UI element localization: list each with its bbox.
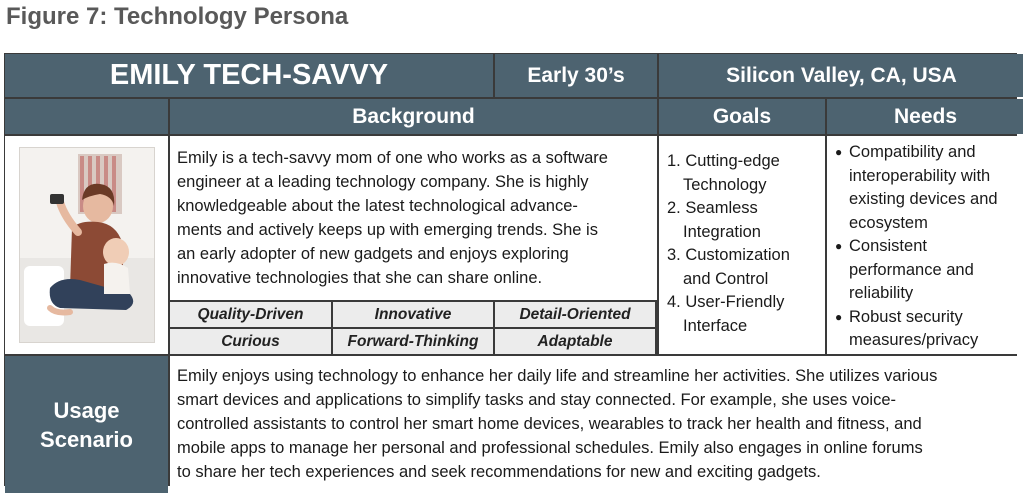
persona-age: Early 30’s	[495, 54, 657, 97]
goals-header: Goals	[659, 99, 825, 134]
trait-forward-thinking: Forward-Thinking	[333, 329, 493, 354]
traits-grid	[170, 300, 657, 354]
persona-photo-cell	[5, 136, 168, 354]
usage-header-line: Usage	[53, 397, 120, 423]
goal-item: 4. User-Friendly Interface	[667, 293, 785, 335]
goals-cell	[659, 136, 825, 354]
background-line: an early adopter of new gadgets and enjoys exploring	[177, 245, 569, 263]
persona-location: Silicon Valley, CA, USA	[659, 54, 1023, 97]
needs-cell	[827, 136, 1023, 354]
goal-item: 3. Customization and Control	[667, 246, 790, 288]
trait-detail-oriented: Detail-Oriented	[495, 302, 655, 327]
trait-curious: Curious	[170, 329, 331, 354]
background-line: Emily is a tech-savvy mom of one who works as a software	[177, 149, 608, 167]
usage-scenario-header	[5, 356, 168, 493]
goal-item: 1. Cutting-edge Technology	[667, 152, 780, 194]
usage-header-line: Scenario	[40, 426, 133, 452]
usage-line: mobile apps to manage her personal and professional schedules. Emily also engages in online forums	[177, 439, 923, 457]
goals-list	[667, 150, 819, 338]
usage-line: to share her tech experiences and seek recommendations for new and exciting gadgets.	[177, 463, 821, 481]
goal-item: 2. Seamless Integration	[667, 199, 761, 241]
persona-name: EMILY TECH-SAVVY	[5, 54, 493, 97]
persona-photo	[19, 147, 155, 343]
usage-scenario-cell	[170, 356, 1023, 493]
usage-line: smart devices and applications to simplify tasks and stay connected. For example, she uses voice-	[177, 391, 897, 409]
background-text	[170, 136, 657, 300]
usage-line: controlled assistants to control her smart home devices, wearables to track her health and fitness, and	[177, 415, 922, 433]
background-header: Background	[170, 99, 657, 134]
background-cell	[170, 136, 657, 354]
figure-title: Figure 7: Technology Persona	[6, 3, 349, 30]
persona-table	[4, 53, 1017, 486]
background-line: engineer at a leading technology company. She is highly	[177, 173, 589, 191]
usage-line: Emily enjoys using technology to enhance her daily life and streamline her activities. She utilizes various	[177, 367, 938, 385]
background-line: innovative technologies that she can share online.	[177, 269, 543, 287]
usage-scenario-text	[177, 364, 1016, 484]
need-item: ● Compatibility and interoperability with existing devices and ecosystem	[835, 141, 1020, 235]
empty-header-cell	[5, 99, 168, 134]
background-line: ments and actively keeps up with emerging trends. She is	[177, 221, 598, 239]
trait-quality-driven: Quality-Driven	[170, 302, 331, 327]
needs-header: Needs	[827, 99, 1023, 134]
needs-list	[835, 141, 1020, 353]
trait-innovative: Innovative	[333, 302, 493, 327]
need-item: ● Robust security measures/privacy	[835, 306, 1020, 353]
need-item: ● Consistent performance and reliability	[835, 235, 1020, 306]
trait-adaptable: Adaptable	[495, 329, 655, 354]
background-line: knowledgeable about the latest technological advance-	[177, 197, 578, 215]
